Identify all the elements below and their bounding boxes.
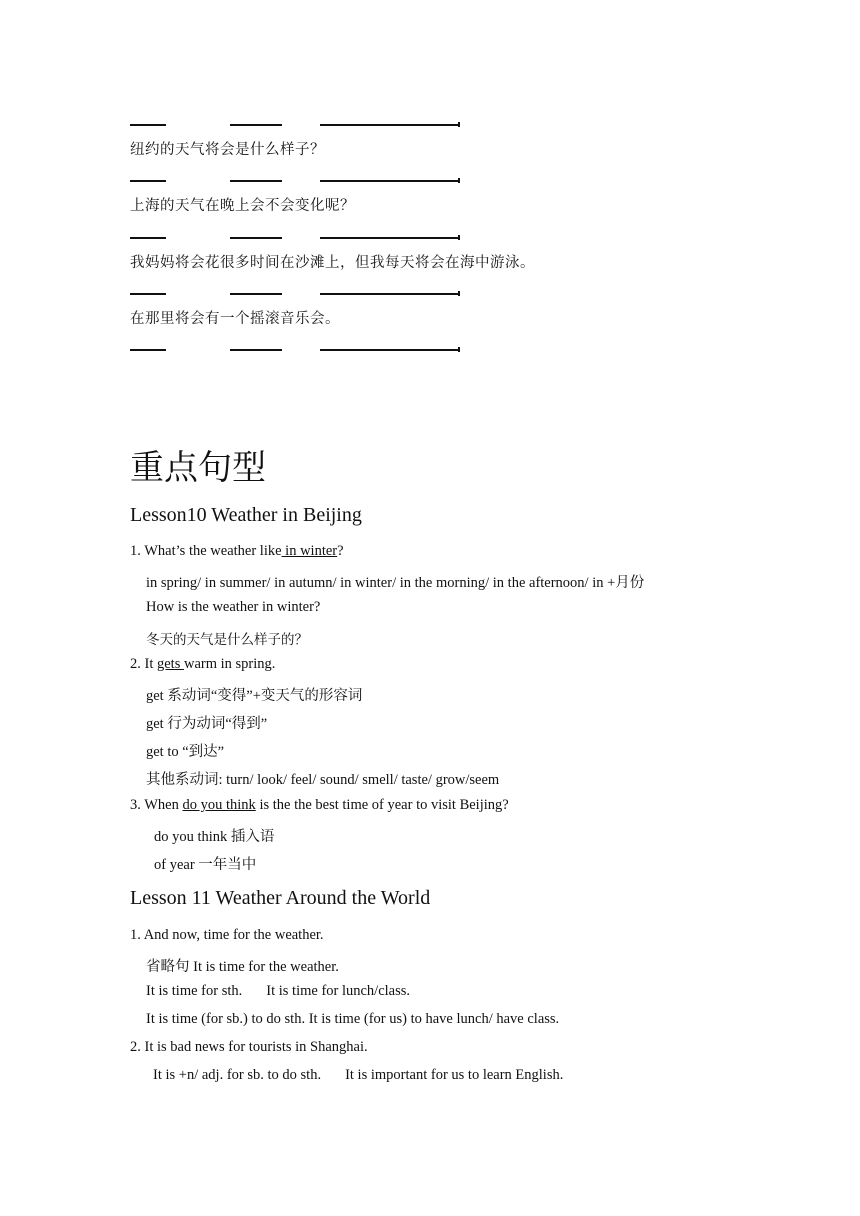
lesson10-item2-note: get 系动词“变得”+变天气的形容词 <box>146 688 363 704</box>
question-4: 在那里将会有一个摇滚音乐会。 <box>130 311 340 327</box>
lesson10-title: Lesson10 Weather in Beijing <box>130 504 362 526</box>
lesson10-item1: 1. What’s the weather like in winter? <box>130 543 344 559</box>
lesson11-item1-note: It is time (for sb.) to do sth. It is time (for us) to have lunch/ have class. <box>146 1011 560 1027</box>
lesson10-item2: 2. It gets warm in spring. <box>130 656 276 672</box>
question-3: 我妈妈将会花很多时间在沙滩上，但我每天将会在海中游泳。 <box>130 255 535 271</box>
lesson11-item2-note: It is +n/ adj. for sb. to do sth. It is important for us to learn English. <box>153 1067 564 1083</box>
lesson10-item1-note: How is the weather in winter? <box>146 599 321 615</box>
lesson11-item2: 2. It is bad news for tourists in Shanghai. <box>130 1039 368 1055</box>
lesson10-item2-note: get to “到达” <box>146 744 225 760</box>
lesson11-item1-note: It is time for sth. It is time for lunch/class. <box>146 983 411 999</box>
answer-line <box>130 293 460 296</box>
answer-line <box>130 349 460 352</box>
lesson11-title: Lesson 11 Weather Around the World <box>130 887 431 909</box>
lesson10-item2-note: get 行为动词“得到” <box>146 716 268 732</box>
question-2: 上海的天气在晚上会不会变化呢？ <box>130 198 355 214</box>
lesson10-item3-note: of year 一年当中 <box>154 857 257 873</box>
answer-line <box>130 180 460 183</box>
answer-line <box>130 124 460 127</box>
lesson11-item1: 1. And now, time for the weather. <box>130 927 324 943</box>
lesson10-item1-note: in spring/ in summer/ in autumn/ in winter/ in the morning/ in the afternoon/ in +月份 <box>146 575 645 591</box>
lesson10-item2-note: 其他系动词: turn/ look/ feel/ sound/ smell/ taste/ grow/seem <box>146 772 500 788</box>
question-1: 纽约的天气将会是什么样子？ <box>130 142 325 158</box>
lesson10-item1-note: 冬天的天气是什么样子的？ <box>146 632 308 648</box>
lesson10-item3-note: do you think 插入语 <box>154 829 275 845</box>
lesson10-item3: 3. When do you think is the the best time of year to visit Beijing? <box>130 797 509 813</box>
section-title: 重点句型 <box>130 448 266 488</box>
answer-line <box>130 237 460 240</box>
lesson11-item1-note: 省略句 It is time for the weather. <box>146 959 339 975</box>
